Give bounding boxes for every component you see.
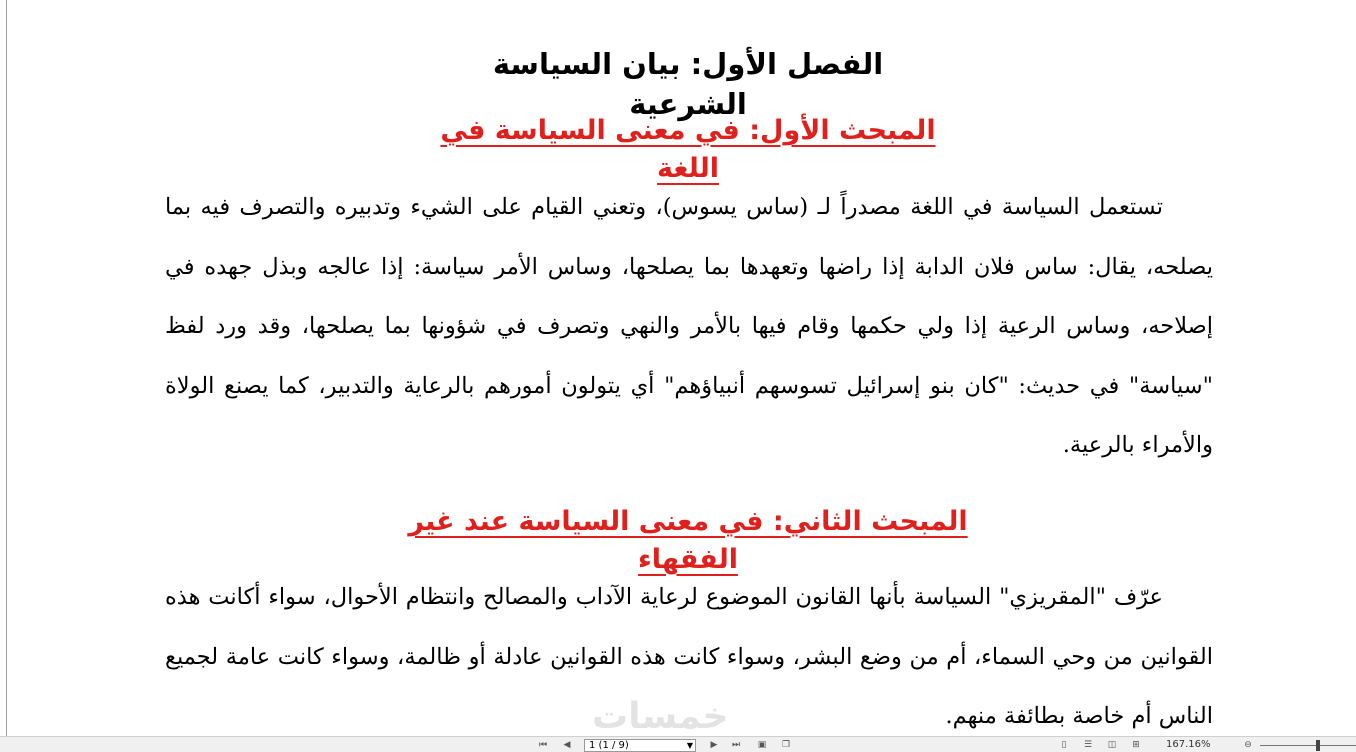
section-paragraph-1: تستعمل السياسة في اللغة مصدراً لـ (ساس يسوس)، وتعني القيام على الشيء وتدبيره والتصرف فيه بما يصلحه، يقال: ساس فلان الدابة إذا راضها وتعهدها بما يصلحها، وساس الأمر سياسة: إذا عالجه وبذل جهده في إصلاحه، وساس الرعية إذا ولي حكمها وقام فيها بالأمر والنهي وتصرف في شؤونها بما يصلحها، وقد ورد لفظ "سياسة" في حديث: "كان بنو إسرائيل تسوسهم أنبياؤهم" أي يتولون أمورهم بالرعاية والتدبير، كما يصنع الولاة والأمراء بالرعية. [165,194,1213,458]
single-page-view-icon[interactable]: ▯ [1061,740,1067,750]
copy-icon[interactable]: ❐ [781,740,791,750]
zoom-level: 167.16% [1166,739,1211,750]
page-indicator: 1 (1 / 9) [589,740,629,751]
continuous-view-icon[interactable]: ☰ [1083,740,1093,750]
section-paragraph-2: عرّف "المقريزي" السياسة بأنها القانون الموضوع لرعاية الآداب والمصالح وانتظام الأحوال، سواء أكانت هذه القوانين من وحي السماء، أم من وضع البشر، وسواء كانت هذه القوانين عادلة أو ظالمة، وسواء كانت عامة لجميع الناس أم خاصة بطائفة منهم. [165,584,1213,729]
two-page-view-icon[interactable]: ◫ [1107,740,1117,750]
next-page-icon[interactable]: ▶ [710,740,718,750]
watermark-logo: خمسات [592,696,729,736]
page-number-field[interactable] [584,739,696,752]
last-page-icon[interactable]: ⏭ [731,740,741,750]
two-page-continuous-view-icon[interactable]: ⊞ [1132,740,1140,750]
zoom-slider-thumb[interactable] [1316,740,1320,751]
section-heading-2: المبحث الثاني: في معنى السياسة عند غير الفقهاء [408,506,968,575]
section-heading-1: المبحث الأول: في معنى السياسة في اللغة [440,115,936,184]
first-page-icon[interactable]: ⏮ [538,740,548,750]
zoom-out-icon[interactable]: ⊖ [1244,740,1252,750]
zoom-slider-track[interactable] [1260,745,1356,746]
prev-page-icon[interactable]: ◀ [563,740,571,750]
chapter-title: الفصل الأول: بيان السياسة الشرعية [492,47,884,121]
chevron-down-icon[interactable]: ▼ [686,741,693,750]
status-bar [0,736,1356,752]
fit-page-icon[interactable]: ▣ [757,740,767,750]
